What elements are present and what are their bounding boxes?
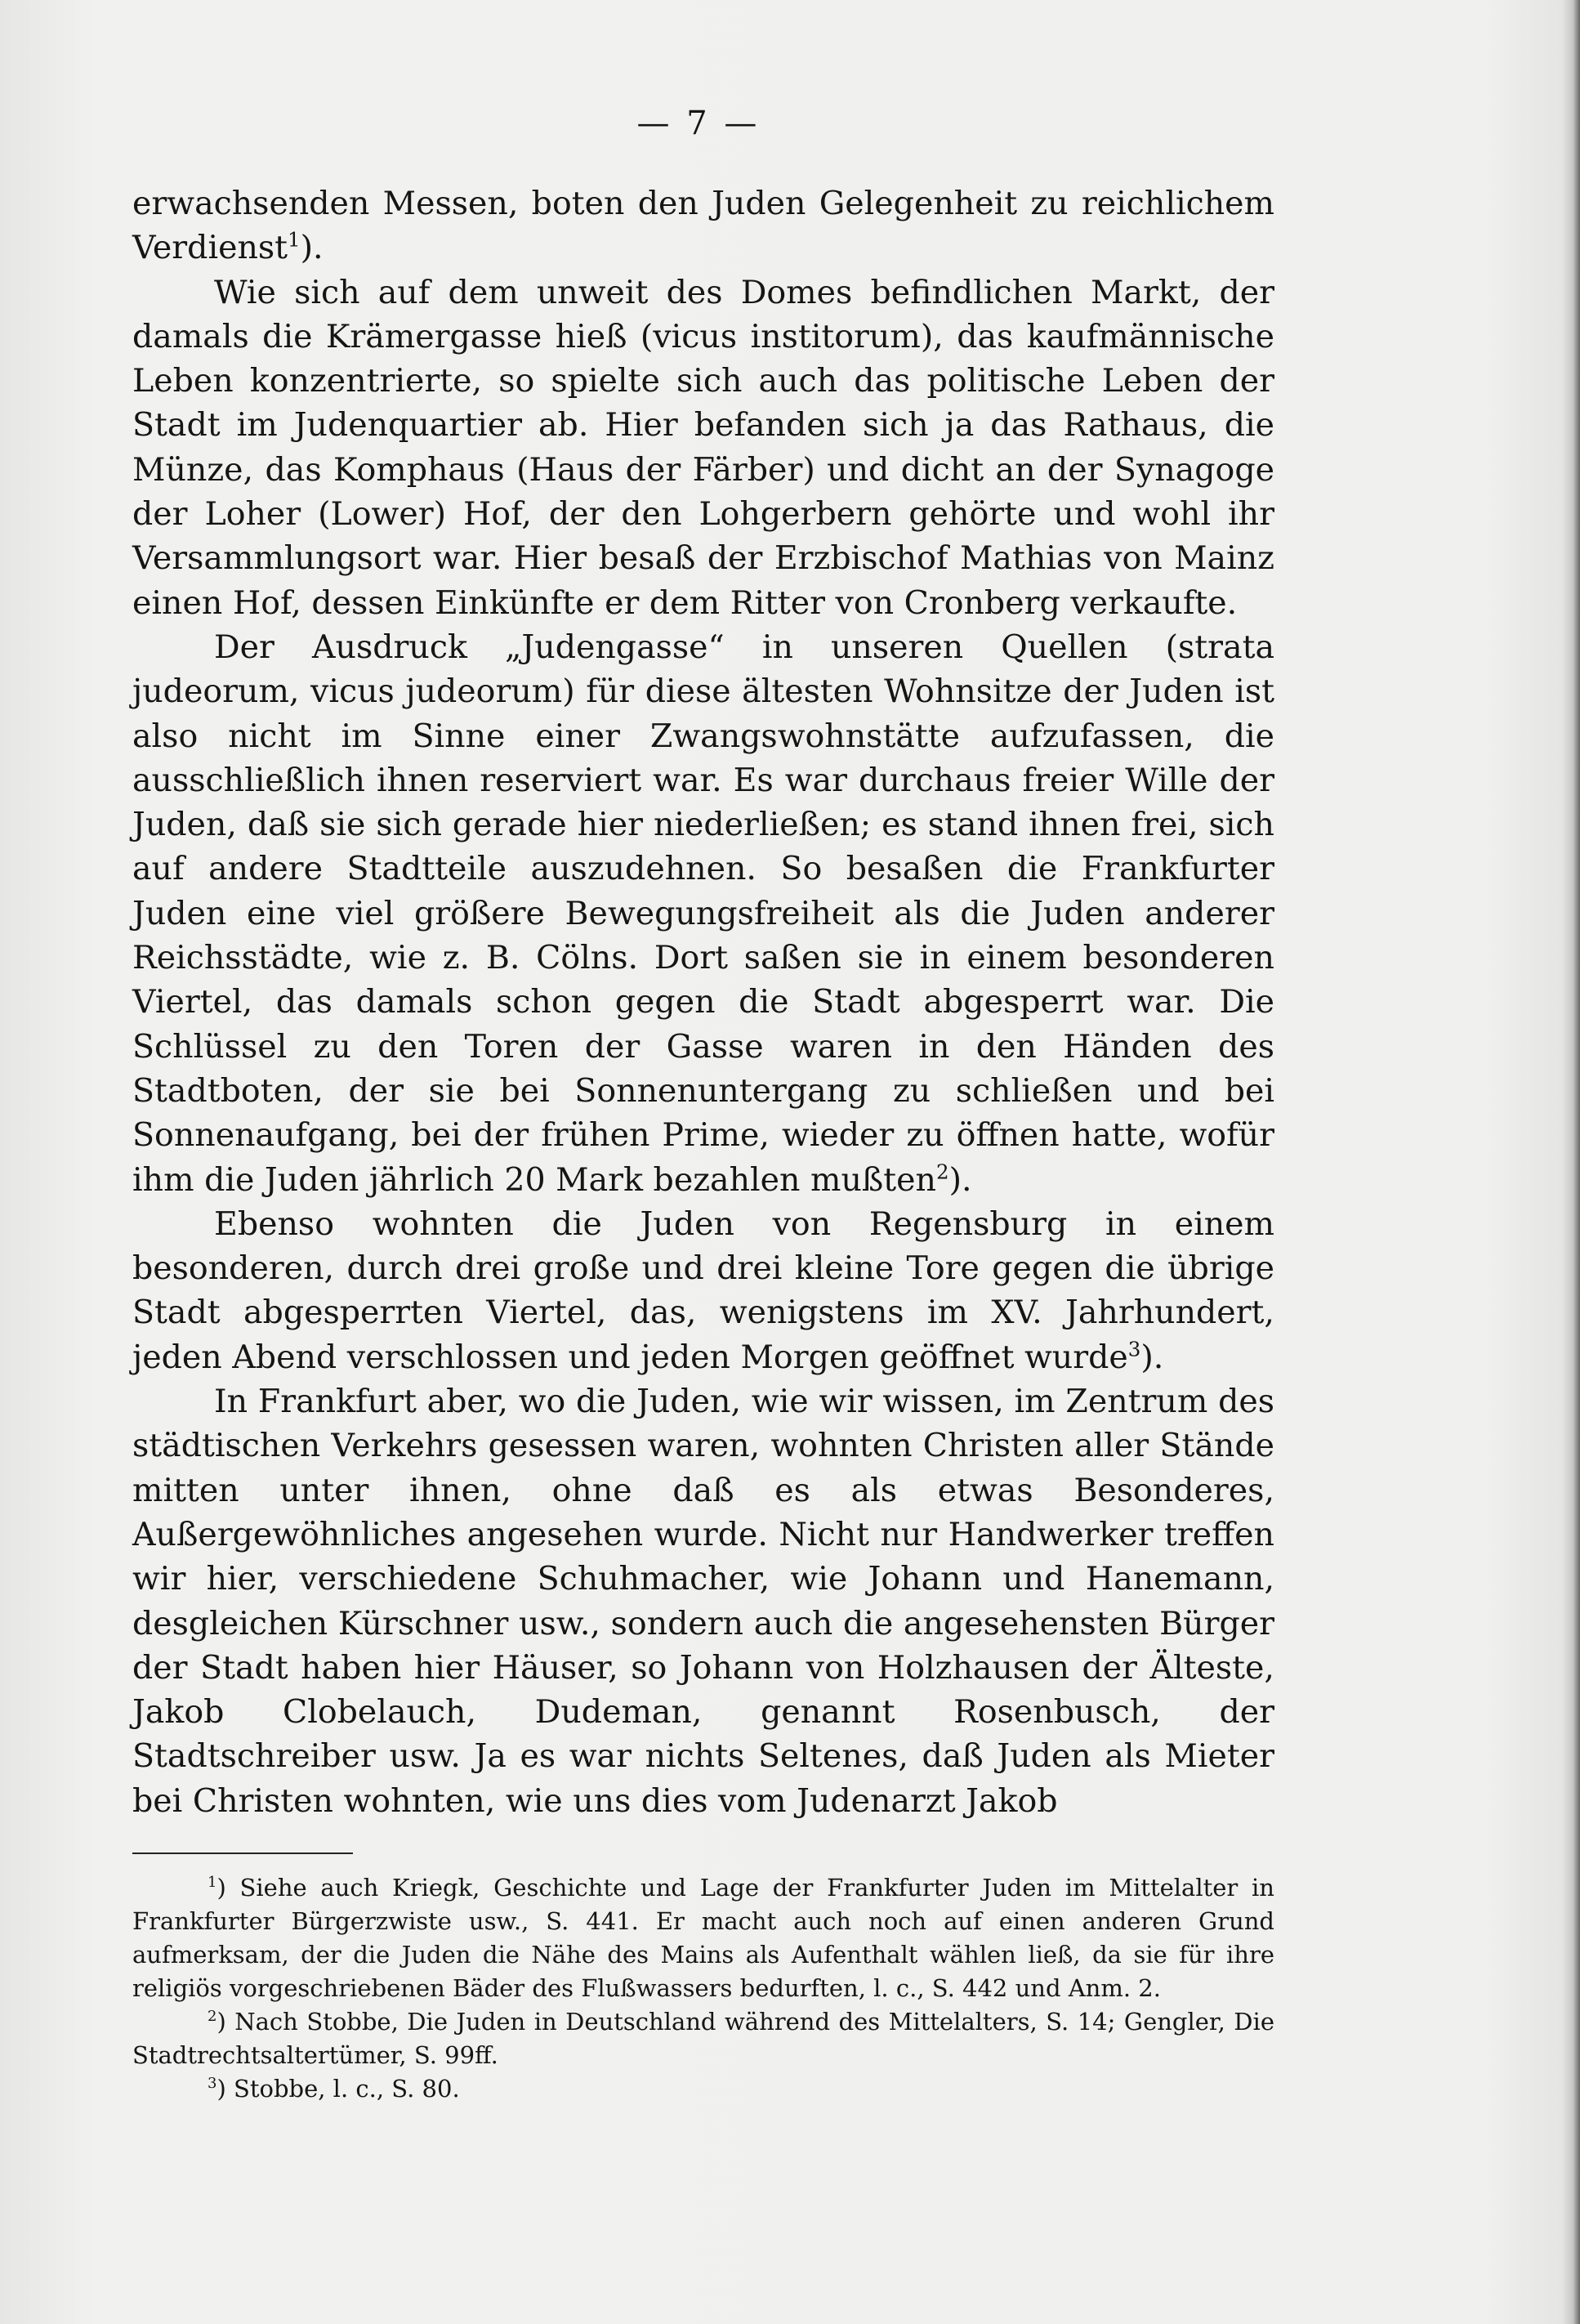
paragraph-1	[132, 181, 1274, 270]
footnote-ref-2: 2	[936, 1159, 949, 1183]
footnote-divider	[132, 1852, 353, 1854]
paragraph-4-tail: ).	[1140, 1338, 1164, 1376]
footnotes	[132, 1871, 1274, 2106]
body-text	[132, 181, 1274, 1823]
footnote-2-text: ) Nach Stobbe, Die Juden in Deutschland während des Mittelalters, S. 14; Gengler, Die Stadtrechtsaltertümer, S. 99ff.	[132, 2008, 1274, 2069]
footnote-3-text: ) Stobbe, l. c., S. 80.	[216, 2075, 460, 2103]
paragraph-1-tail: ).	[300, 229, 324, 267]
page-number: — 7 —	[636, 105, 761, 142]
paragraph-1-text: erwachsenden Messen, boten den Juden Gelegenheit zu reichlichem Verdienst	[132, 185, 1274, 267]
paragraph-2	[132, 270, 1274, 625]
footnote-3-mark: 3	[208, 2075, 217, 2093]
paragraph-5	[132, 1379, 1274, 1823]
paragraph-3	[132, 625, 1274, 1202]
paragraph-4	[132, 1202, 1274, 1379]
footnote-ref-3: 3	[1127, 1337, 1141, 1361]
paragraph-5-text: In Frankfurt aber, wo die Juden, wie wir wissen, im Zentrum des städtischen Verkehrs gesessen waren, wohnten Christen aller Stände mitten unter ihnen, ohne daß es als etwas Besonderes, Außergewöhnliches angesehen wurde. Nicht nur Handwerker treffen wir hier, verschiedene Schuhmacher, wie Johann und Hanemann, desgleichen Kürschner usw., sondern auch die angesehensten Bürger der Stadt haben hier Häuser, so Johann von Holzhausen der Älteste, Jakob Clobelauch, Dudeman, genannt Rosenbusch, der Stadtschreiber usw. Ja es war nichts Seltenes, daß Juden als Mieter bei Christen wohnten, wie uns dies vom Judenarzt Jakob	[132, 1383, 1274, 1820]
footnote-1-mark: 1	[208, 1874, 217, 1892]
paragraph-3-tail: ).	[948, 1160, 972, 1199]
paragraph-3-text: Der Ausdruck „Judengasse“ in unseren Quellen (strata judeorum, vicus judeorum) für diese ältesten Wohnsitze der Juden ist also nicht im Sinne einer Zwangswohnstätte aufzufassen, die ausschließlich ihnen reserviert war. Es war durchaus freier Wille der Juden, daß sie sich gerade hier niederließen; es stand ihnen frei, sich auf andere Stadtteile auszudehnen. So besaßen die Frankfurter Juden eine viel größere Bewegungsfreiheit als die Juden anderer Reichsstädte, wie z. B. Cölns. Dort saßen sie in einem besonderen Viertel, das damals schon gegen die Stadt abgesperrt war. Die Schlüssel zu den Toren der Gasse waren in den Händen des Stadtboten, der sie bei Sonnenuntergang zu schließen und bei Sonnenaufgang, bei der frühen Prime, wieder zu öffnen hatte, wofür ihm die Juden jährlich 20 Mark bezahlen mußten	[132, 628, 1274, 1199]
footnote-2	[132, 2005, 1274, 2072]
paragraph-2-text: Wie sich auf dem unweit des Domes befindlichen Markt, der damals die Krämergasse hieß (vicus institorum), das kaufmännische Leben konzentrierte, so spielte sich auch das politische Leben der Stadt im Judenquartier ab. Hier befanden sich ja das Rathaus, die Münze, das Komphaus (Haus der Färber) und dicht an der Synagoge der Loher (Lower) Hof, der den Lohgerbern gehörte und wohl ihr Versammlungsort war. Hier besaß der Erzbischof Mathias von Mainz einen Hof, dessen Einkünfte er dem Ritter von Cronberg verkaufte.	[132, 273, 1274, 622]
paragraph-4-text: Ebenso wohnten die Juden von Regensburg in einem besonderen, durch drei große und drei kleine Tore gegen die übrige Stadt abgesperrten Viertel, das, wenigstens im XV. Jahrhundert, jeden Abend verschlossen und jeden Morgen geöffnet wurde	[132, 1204, 1274, 1376]
footnote-ref-1: 1	[288, 227, 301, 252]
footnote-1-text: ) Siehe auch Kriegk, Geschichte und Lage der Frankfurter Juden im Mittelalter in Frankfurter Bürgerzwiste usw., S. 441. Er macht auch noch auf einen anderen Grund aufmerksam, der die Juden die Nähe des Mains als Aufenthalt wählen ließ, da sie für ihre religiös vorgeschriebenen Bäder des Flußwassers bedurften, l. c., S. 442 und Anm. 2.	[132, 1874, 1274, 2002]
footnote-1	[132, 1871, 1274, 2005]
page-edge-shadow	[1562, 0, 1580, 2324]
footnote-2-mark: 2	[208, 2008, 217, 2026]
footnote-3	[132, 2072, 1274, 2106]
